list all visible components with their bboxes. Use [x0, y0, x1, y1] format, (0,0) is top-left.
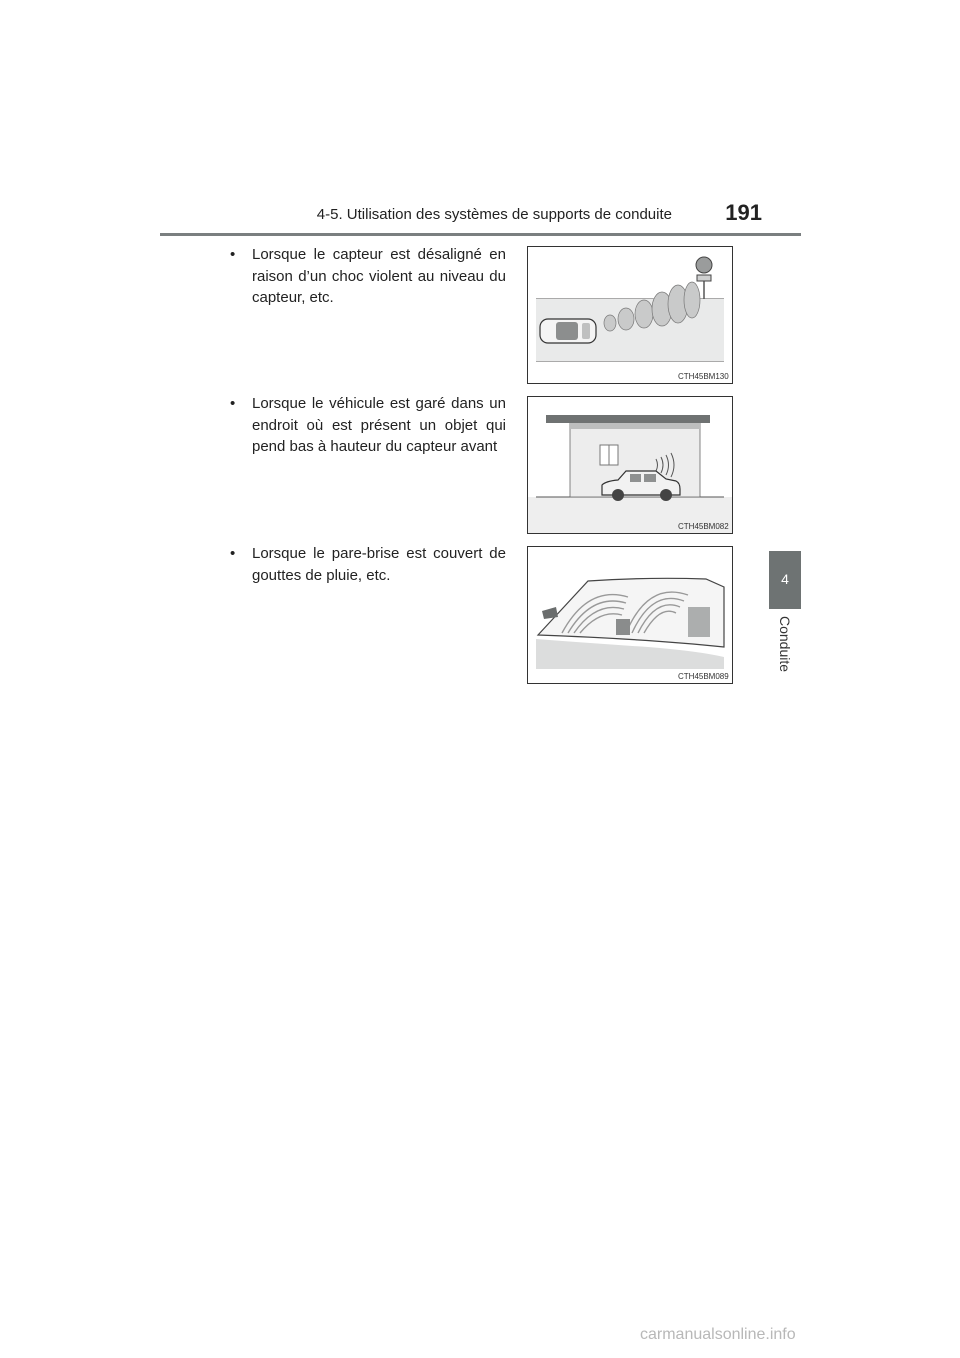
chapter-label: Conduite [777, 616, 793, 673]
bullet: • [230, 395, 236, 412]
item-text: Lorsque le capteur est désaligné en raison d’un choc violent au niveau du capteur, etc. [252, 246, 506, 306]
list-item [230, 244, 506, 309]
chapter-tab: 4 [769, 551, 801, 609]
figure-code: CTH45BM082 [678, 522, 729, 531]
item-text: Lorsque le pare-brise est couvert de gouttes de pluie, etc. [252, 545, 506, 584]
list-item [230, 393, 506, 458]
illustration-rain-windshield [528, 547, 732, 683]
illustration-low-hanging-object [528, 397, 732, 533]
figure-code: CTH45BM089 [678, 672, 729, 681]
section-title: 4-5. Utilisation des systèmes de supports de conduite [316, 206, 672, 223]
figure-code: CTH45BM130 [678, 372, 729, 381]
header-rule [160, 233, 801, 236]
bullet: • [230, 545, 236, 562]
illustration-misaligned-sensor [528, 247, 732, 383]
page-number: 191 [725, 200, 762, 225]
list-item [230, 543, 506, 586]
bullet: • [230, 246, 236, 263]
figure-low-hanging-object [527, 396, 733, 534]
watermark: carmanualsonline.info [640, 1326, 796, 1343]
item-text: Lorsque le véhicule est garé dans un endroit où est présent un objet qui pend bas à hauteur du capteur avant [252, 395, 506, 455]
figure-rain-windshield [527, 546, 733, 684]
figure-sensor-misaligned [527, 246, 733, 384]
